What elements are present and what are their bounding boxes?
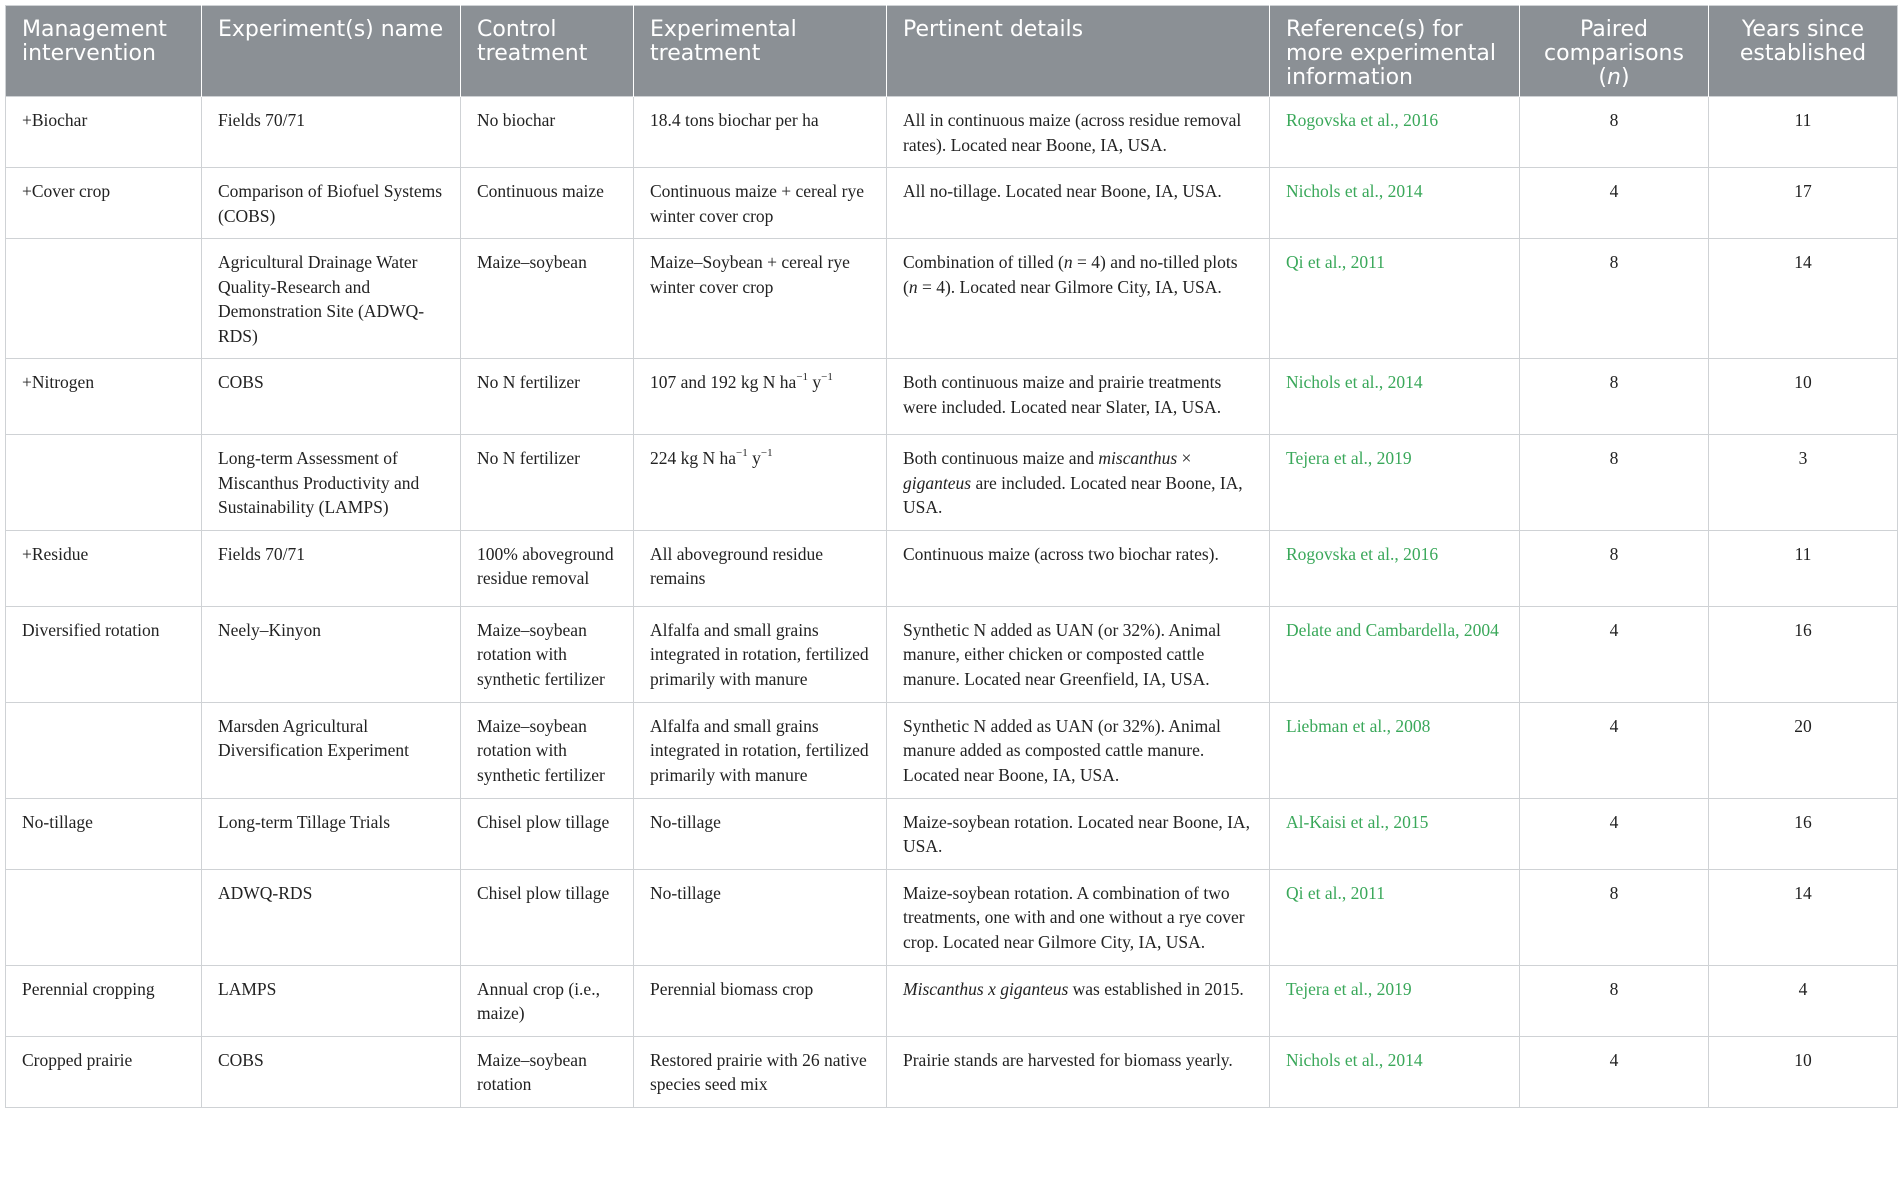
cell-years: 16 [1709,606,1898,702]
cell-details: Both continuous maize and prairie treatments were included. Located near Slater, IA, USA. [887,359,1270,435]
cell-details: Miscanthus x giganteus was established in 2015. [887,965,1270,1036]
cell-paired-comparisons: 8 [1520,435,1709,531]
table-row [6,869,1898,965]
cell-intervention: +Nitrogen [6,359,202,435]
cell-details: Prairie stands are harvested for biomass yearly. [887,1036,1270,1107]
cell-paired-comparisons: 8 [1520,869,1709,965]
cell-intervention: +Biochar [6,97,202,168]
header-experimental-treatment: Experimental treatment [634,6,887,97]
cell-treatment: 18.4 tons biochar per ha [634,97,887,168]
cell-intervention [6,239,202,359]
cell-details: Synthetic N added as UAN (or 32%). Animal manure added as composted cattle manure. Located near Boone, IA, USA. [887,702,1270,798]
cell-intervention [6,869,202,965]
cell-years: 14 [1709,239,1898,359]
header-references: Reference(s) for more experimental information [1270,6,1520,97]
cell-years: 16 [1709,798,1898,869]
cell-intervention: Diversified rotation [6,606,202,702]
cell-paired-comparisons: 8 [1520,530,1709,606]
cell-details: Synthetic N added as UAN (or 32%). Animal manure, either chicken or composted cattle manure. Located near Greenfield, IA, USA. [887,606,1270,702]
cell-control: Continuous maize [461,168,634,239]
table-row [6,606,1898,702]
cell-intervention: Cropped prairie [6,1036,202,1107]
cell-paired-comparisons: 8 [1520,965,1709,1036]
cell-details: All in continuous maize (across residue removal rates). Located near Boone, IA, USA. [887,97,1270,168]
cell-intervention [6,702,202,798]
cell-experiment: LAMPS [202,965,461,1036]
cell-experiment: COBS [202,359,461,435]
cell-years: 10 [1709,359,1898,435]
cell-paired-comparisons: 8 [1520,97,1709,168]
cell-treatment: 224 kg N $ha^{-1}$ $y^{-1}$ [634,435,887,531]
table-row [6,965,1898,1036]
table-row [6,702,1898,798]
table-row [6,435,1898,531]
header-pertinent-details: Pertinent details [887,6,1270,97]
cell-reference[interactable]: Tejera et al., 2019 [1270,435,1520,531]
cell-treatment: Alfalfa and small grains integrated in rotation, fertilized primarily with manure [634,606,887,702]
cell-reference[interactable]: Nichols et al., 2014 [1270,359,1520,435]
cell-experiment: Fields 70/71 [202,97,461,168]
header-control-treatment: Control treatment [461,6,634,97]
cell-intervention: Perennial cropping [6,965,202,1036]
cell-reference[interactable]: Tejera et al., 2019 [1270,965,1520,1036]
cell-experiment: Comparison of Biofuel Systems (COBS) [202,168,461,239]
cell-years: 11 [1709,97,1898,168]
cell-intervention: +Residue [6,530,202,606]
header-experiment-name: Experiment(s) name [202,6,461,97]
cell-paired-comparisons: 8 [1520,359,1709,435]
cell-years: 3 [1709,435,1898,531]
cell-reference[interactable]: Al-Kaisi et al., 2015 [1270,798,1520,869]
table-header [6,6,1898,97]
cell-intervention: +Cover crop [6,168,202,239]
cell-experiment: ADWQ-RDS [202,869,461,965]
cell-experiment: Long-term Assessment of Miscanthus Productivity and Sustainability (LAMPS) [202,435,461,531]
cell-reference[interactable]: Qi et al., 2011 [1270,869,1520,965]
table-row [6,97,1898,168]
cell-reference[interactable]: Qi et al., 2011 [1270,239,1520,359]
header-management-intervention: Management intervention [6,6,202,97]
header-paired-comparisons: Paired comparisons (n) [1520,6,1709,97]
cell-experiment: Neely–Kinyon [202,606,461,702]
cell-paired-comparisons: 4 [1520,606,1709,702]
table-row [6,168,1898,239]
cell-experiment: COBS [202,1036,461,1107]
cell-experiment: Long-term Tillage Trials [202,798,461,869]
header-years-established: Years since established [1709,6,1898,97]
cell-reference[interactable]: Nichols et al., 2014 [1270,168,1520,239]
table-row [6,1036,1898,1107]
italic-n: n [1607,65,1621,90]
data-table [5,5,1898,1108]
cell-details: Maize-soybean rotation. A combination of two treatments, one with and one without a rye cover crop. Located near Gilmore City, IA, USA. [887,869,1270,965]
cell-details: All no-tillage. Located near Boone, IA, USA. [887,168,1270,239]
cell-details: Continuous maize (across two biochar rates). [887,530,1270,606]
cell-paired-comparisons: 8 [1520,239,1709,359]
cell-treatment: 107 and 192 kg N $ha^{-1}$ $y^{-1}$ [634,359,887,435]
cell-treatment: Continuous maize + cereal rye winter cover crop [634,168,887,239]
cell-reference[interactable]: Delate and Cambardella, 2004 [1270,606,1520,702]
cell-years: 10 [1709,1036,1898,1107]
cell-details: Combination of tilled (n = 4) and no-tilled plots (n = 4). Located near Gilmore City, IA, USA. [887,239,1270,359]
cell-treatment: No-tillage [634,869,887,965]
cell-reference[interactable]: Nichols et al., 2014 [1270,1036,1520,1107]
cell-treatment: Restored prairie with 26 native species seed mix [634,1036,887,1107]
cell-control: Maize–soybean rotation [461,1036,634,1107]
cell-control: Maize–soybean rotation with synthetic fertilizer [461,606,634,702]
cell-control: No biochar [461,97,634,168]
cell-treatment: No-tillage [634,798,887,869]
cell-years: 11 [1709,530,1898,606]
cell-experiment: Agricultural Drainage Water Quality-Research and Demonstration Site (ADWQ-RDS) [202,239,461,359]
cell-treatment: Alfalfa and small grains integrated in rotation, fertilized primarily with manure [634,702,887,798]
cell-paired-comparisons: 4 [1520,1036,1709,1107]
cell-paired-comparisons: 4 [1520,168,1709,239]
cell-control: No N fertilizer [461,435,634,531]
cell-control: Chisel plow tillage [461,869,634,965]
cell-treatment: All aboveground residue remains [634,530,887,606]
cell-years: 4 [1709,965,1898,1036]
cell-details: Maize-soybean rotation. Located near Boone, IA, USA. [887,798,1270,869]
table-body [6,97,1898,1108]
cell-reference[interactable]: Rogovska et al., 2016 [1270,530,1520,606]
cell-years: 17 [1709,168,1898,239]
cell-control: Maize–soybean rotation with synthetic fertilizer [461,702,634,798]
cell-treatment: Maize–Soybean + cereal rye winter cover crop [634,239,887,359]
cell-years: 14 [1709,869,1898,965]
cell-control: No N fertilizer [461,359,634,435]
cell-experiment: Marsden Agricultural Diversification Experiment [202,702,461,798]
cell-reference[interactable]: Liebman et al., 2008 [1270,702,1520,798]
cell-years: 20 [1709,702,1898,798]
cell-control: Maize–soybean [461,239,634,359]
table-container [5,5,1897,1108]
table-row [6,798,1898,869]
cell-reference[interactable]: Rogovska et al., 2016 [1270,97,1520,168]
header-row [6,6,1898,97]
cell-experiment: Fields 70/71 [202,530,461,606]
cell-paired-comparisons: 4 [1520,798,1709,869]
cell-treatment: Perennial biomass crop [634,965,887,1036]
cell-control: Chisel plow tillage [461,798,634,869]
table-row [6,530,1898,606]
table-row [6,359,1898,435]
table-row [6,239,1898,359]
cell-control: 100% aboveground residue removal [461,530,634,606]
cell-control: Annual crop (i.e., maize) [461,965,634,1036]
cell-intervention [6,435,202,531]
cell-intervention: No-tillage [6,798,202,869]
cell-details: Both continuous maize and miscanthus × giganteus are included. Located near Boone, IA, USA. [887,435,1270,531]
cell-paired-comparisons: 4 [1520,702,1709,798]
